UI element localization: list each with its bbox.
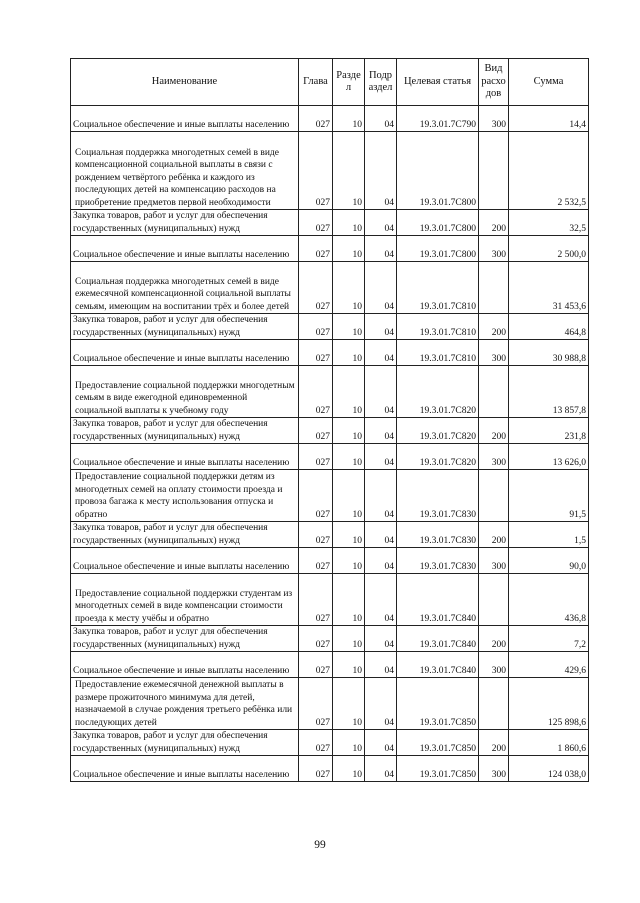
table-body <box>71 106 589 782</box>
cell-target: 19.3.01.7С800 <box>397 132 479 210</box>
cell-vid: 300 <box>479 106 509 132</box>
cell-name: Предоставление социальной поддержки студентам из многодетных семей в виде компенсации стоимости проезда к месту учёбы и обратно <box>71 574 299 626</box>
cell-vid: 300 <box>479 652 509 678</box>
cell-vid <box>479 366 509 418</box>
cell-sum: 436,8 <box>509 574 589 626</box>
budget-table <box>70 58 589 782</box>
cell-target: 19.3.01.7С830 <box>397 522 479 548</box>
cell-vid: 300 <box>479 340 509 366</box>
cell-razdel: 10 <box>333 262 365 314</box>
cell-vid: 300 <box>479 756 509 782</box>
table-row-group <box>71 470 589 522</box>
cell-vid <box>479 132 509 210</box>
table-row <box>71 106 589 132</box>
cell-name: Социальное обеспечение и иные выплаты населению <box>71 340 299 366</box>
cell-glava: 027 <box>299 444 333 470</box>
cell-name: Закупка товаров, работ и услуг для обеспечения государственных (муниципальных) нужд <box>71 210 299 236</box>
cell-sum: 1 860,6 <box>509 730 589 756</box>
cell-name: Социальное обеспечение и иные выплаты населению <box>71 548 299 574</box>
cell-podrazdel: 04 <box>365 106 397 132</box>
table-header <box>71 59 589 106</box>
cell-name: Предоставление социальной поддержки детям из многодетных семей на оплату стоимости проезда и провоза багажа к месту использования отпуска и обратно <box>71 470 299 522</box>
cell-vid: 200 <box>479 418 509 444</box>
cell-glava: 027 <box>299 262 333 314</box>
cell-target: 19.3.01.7С840 <box>397 652 479 678</box>
table-row <box>71 756 589 782</box>
cell-podrazdel: 04 <box>365 262 397 314</box>
table-row-group <box>71 132 589 210</box>
cell-podrazdel: 04 <box>365 314 397 340</box>
cell-razdel: 10 <box>333 314 365 340</box>
cell-vid: 200 <box>479 314 509 340</box>
cell-podrazdel: 04 <box>365 132 397 210</box>
cell-glava: 027 <box>299 626 333 652</box>
cell-target: 19.3.01.7С790 <box>397 106 479 132</box>
cell-sum: 31 453,6 <box>509 262 589 314</box>
cell-razdel: 10 <box>333 340 365 366</box>
page-number: 99 <box>314 839 326 851</box>
cell-glava: 027 <box>299 340 333 366</box>
cell-podrazdel: 04 <box>365 236 397 262</box>
cell-vid: 200 <box>479 626 509 652</box>
cell-name: Закупка товаров, работ и услуг для обеспечения государственных (муниципальных) нужд <box>71 418 299 444</box>
cell-target: 19.3.01.7С820 <box>397 366 479 418</box>
cell-glava: 027 <box>299 730 333 756</box>
cell-vid: 200 <box>479 522 509 548</box>
cell-razdel: 10 <box>333 470 365 522</box>
cell-name: Социальная поддержка многодетных семей в виде ежемесячной компенсационной социальной выплаты семьям, имеющим на воспитании трёх и более детей <box>71 262 299 314</box>
table-row <box>71 236 589 262</box>
cell-podrazdel: 04 <box>365 626 397 652</box>
cell-razdel: 10 <box>333 574 365 626</box>
cell-target: 19.3.01.7С840 <box>397 626 479 652</box>
cell-podrazdel: 04 <box>365 756 397 782</box>
cell-podrazdel: 04 <box>365 678 397 730</box>
cell-sum: 125 898,6 <box>509 678 589 730</box>
cell-target: 19.3.01.7С850 <box>397 730 479 756</box>
cell-target: 19.3.01.7С840 <box>397 574 479 626</box>
header-target: Целевая статья <box>397 59 479 106</box>
cell-podrazdel: 04 <box>365 418 397 444</box>
cell-sum: 231,8 <box>509 418 589 444</box>
cell-vid <box>479 678 509 730</box>
cell-podrazdel: 04 <box>365 652 397 678</box>
cell-name: Закупка товаров, работ и услуг для обеспечения государственных (муниципальных) нужд <box>71 522 299 548</box>
cell-sum: 2 500,0 <box>509 236 589 262</box>
cell-glava: 027 <box>299 132 333 210</box>
cell-vid: 300 <box>479 444 509 470</box>
cell-razdel: 10 <box>333 522 365 548</box>
cell-vid: 300 <box>479 236 509 262</box>
table-row <box>71 314 589 340</box>
cell-podrazdel: 04 <box>365 444 397 470</box>
cell-glava: 027 <box>299 236 333 262</box>
cell-glava: 027 <box>299 548 333 574</box>
cell-glava: 027 <box>299 678 333 730</box>
cell-razdel: 10 <box>333 652 365 678</box>
cell-vid <box>479 470 509 522</box>
cell-target: 19.3.01.7С810 <box>397 262 479 314</box>
table-row <box>71 626 589 652</box>
cell-glava: 027 <box>299 366 333 418</box>
cell-name: Предоставление ежемесячной денежной выплаты в размере прожиточного минимума для детей, назначаемой в случае рождения третьего ребёнка или последующих детей <box>71 678 299 730</box>
cell-target: 19.3.01.7С830 <box>397 548 479 574</box>
cell-glava: 027 <box>299 574 333 626</box>
table-row <box>71 444 589 470</box>
cell-sum: 2 532,5 <box>509 132 589 210</box>
cell-sum: 1,5 <box>509 522 589 548</box>
cell-vid: 300 <box>479 548 509 574</box>
cell-vid <box>479 574 509 626</box>
cell-glava: 027 <box>299 522 333 548</box>
cell-target: 19.3.01.7С830 <box>397 470 479 522</box>
cell-sum: 14,4 <box>509 106 589 132</box>
cell-vid: 200 <box>479 730 509 756</box>
cell-sum: 13 857,8 <box>509 366 589 418</box>
cell-glava: 027 <box>299 106 333 132</box>
cell-podrazdel: 04 <box>365 548 397 574</box>
cell-glava: 027 <box>299 756 333 782</box>
cell-vid <box>479 262 509 314</box>
cell-name: Закупка товаров, работ и услуг для обеспечения государственных (муниципальных) нужд <box>71 626 299 652</box>
table-row-group <box>71 262 589 314</box>
header-glava: Глава <box>299 59 333 106</box>
cell-podrazdel: 04 <box>365 470 397 522</box>
cell-name: Социальное обеспечение и иные выплаты населению <box>71 444 299 470</box>
cell-sum: 32,5 <box>509 210 589 236</box>
cell-podrazdel: 04 <box>365 522 397 548</box>
cell-podrazdel: 04 <box>365 366 397 418</box>
header-vid: Вид расхо дов <box>479 59 509 106</box>
cell-razdel: 10 <box>333 548 365 574</box>
cell-razdel: 10 <box>333 626 365 652</box>
header-razdel: Разде л <box>333 59 365 106</box>
table-row <box>71 652 589 678</box>
cell-glava: 027 <box>299 210 333 236</box>
cell-target: 19.3.01.7С820 <box>397 418 479 444</box>
cell-razdel: 10 <box>333 366 365 418</box>
table-row-group <box>71 366 589 418</box>
cell-podrazdel: 04 <box>365 730 397 756</box>
cell-vid: 200 <box>479 210 509 236</box>
header-row <box>71 59 589 106</box>
cell-sum: 13 626,0 <box>509 444 589 470</box>
cell-target: 19.3.01.7С850 <box>397 678 479 730</box>
cell-razdel: 10 <box>333 444 365 470</box>
cell-podrazdel: 04 <box>365 340 397 366</box>
cell-name: Закупка товаров, работ и услуг для обеспечения государственных (муниципальных) нужд <box>71 314 299 340</box>
table-row <box>71 730 589 756</box>
header-podrazdel: Подр аздел <box>365 59 397 106</box>
cell-sum: 30 988,8 <box>509 340 589 366</box>
cell-razdel: 10 <box>333 756 365 782</box>
cell-target: 19.3.01.7С810 <box>397 340 479 366</box>
cell-name: Социальное обеспечение и иные выплаты населению <box>71 106 299 132</box>
cell-sum: 124 038,0 <box>509 756 589 782</box>
table-row-group <box>71 678 589 730</box>
cell-razdel: 10 <box>333 106 365 132</box>
table-row <box>71 210 589 236</box>
cell-name: Социальное обеспечение и иные выплаты населению <box>71 236 299 262</box>
cell-razdel: 10 <box>333 132 365 210</box>
cell-target: 19.3.01.7С820 <box>397 444 479 470</box>
cell-name: Социальная поддержка многодетных семей в виде компенсационной социальной выплаты в связи с рождением четвёртого ребёнка и каждого из последующих детей на компенсацию расходов на приобретение предметов первой необходимости <box>71 132 299 210</box>
table-row <box>71 418 589 444</box>
table-row <box>71 548 589 574</box>
cell-podrazdel: 04 <box>365 574 397 626</box>
cell-sum: 429,6 <box>509 652 589 678</box>
cell-glava: 027 <box>299 314 333 340</box>
cell-razdel: 10 <box>333 236 365 262</box>
cell-sum: 464,8 <box>509 314 589 340</box>
cell-target: 19.3.01.7С800 <box>397 210 479 236</box>
table-row-group <box>71 574 589 626</box>
cell-sum: 91,5 <box>509 470 589 522</box>
cell-glava: 027 <box>299 418 333 444</box>
cell-glava: 027 <box>299 470 333 522</box>
cell-target: 19.3.01.7С810 <box>397 314 479 340</box>
cell-name: Социальное обеспечение и иные выплаты населению <box>71 652 299 678</box>
cell-glava: 027 <box>299 652 333 678</box>
cell-target: 19.3.01.7С800 <box>397 236 479 262</box>
cell-name: Закупка товаров, работ и услуг для обеспечения государственных (муниципальных) нужд <box>71 730 299 756</box>
header-name: Наименование <box>71 59 299 106</box>
cell-razdel: 10 <box>333 210 365 236</box>
header-sum: Сумма <box>509 59 589 106</box>
table-row <box>71 522 589 548</box>
cell-razdel: 10 <box>333 418 365 444</box>
cell-razdel: 10 <box>333 678 365 730</box>
table-row <box>71 340 589 366</box>
cell-razdel: 10 <box>333 730 365 756</box>
cell-podrazdel: 04 <box>365 210 397 236</box>
cell-target: 19.3.01.7С850 <box>397 756 479 782</box>
cell-sum: 7,2 <box>509 626 589 652</box>
cell-name: Предоставление социальной поддержки многодетным семьям в виде ежегодной единовременной социальной выплаты к учебному году <box>71 366 299 418</box>
cell-sum: 90,0 <box>509 548 589 574</box>
cell-name: Социальное обеспечение и иные выплаты населению <box>71 756 299 782</box>
